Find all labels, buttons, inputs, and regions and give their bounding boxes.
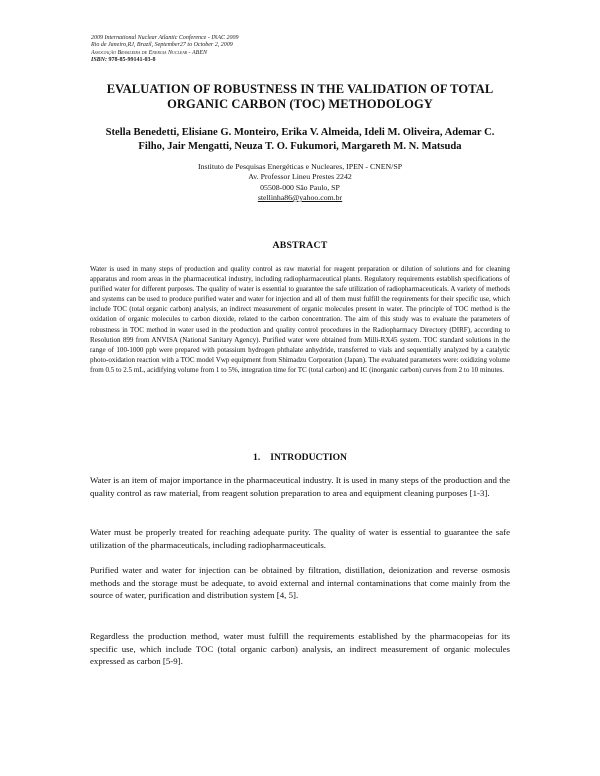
affiliation-city: 05508-000 São Paulo, SP	[260, 182, 340, 192]
title-line-2: ORGANIC CARBON (TOC) METHODOLOGY	[167, 96, 433, 111]
title-line-1: EVALUATION OF ROBUSTNESS IN THE VALIDATION OF TOTAL	[106, 82, 494, 96]
affiliation-street: Av. Professor Lineu Prestes 2242	[248, 172, 352, 182]
isbn-label: ISBN:	[91, 57, 108, 64]
affiliation-institute: Instituto de Pesquisas Energéticas e Nucleares, IPEN - CNEN/SP	[197, 162, 403, 171]
intro-paragraph-1: Water is an item of major importance in the pharmaceutical industry. It is used in many steps of the production and the quality control as raw material, from reagent solution preparation to area and equipment cleaning purposes [1-3].	[90, 475, 510, 498]
intro-paragraph-2: Water must be properly treated for reaching adequate purity. The quality of water is essential to guarantee the safe utilization of the pharmaceuticals, including radiopharmaceuticals.	[90, 527, 510, 550]
authors-line-1: Stella Benedetti, Elisiane G. Monteiro, Erika V. Almeida, Ideli M. Oliveira, Ademar C.	[105, 127, 495, 138]
intro-paragraph-3: Purified water and water for injection can be obtained by filtration, distillation, deionization and reverse osmosis methods and the storage must be adequate, to avoid external and internal contaminations that come mainly from the source of water, purification and distribution system [4, 5].	[90, 565, 510, 601]
conference-organizer: Associação Brasileira de Energia Nuclear - ABEN	[91, 49, 207, 56]
conference-location-dates: Rio de Janeiro,RJ, Brazil, September27 to October 2, 2009	[91, 42, 233, 49]
section-number: 1.	[253, 452, 261, 463]
authors-line-2: Filho, Jair Mengatti, Neuza T. O. Fukumori, Margareth M. N. Matsuda	[138, 140, 462, 152]
isbn-value: 978-85-99141-03-8	[108, 57, 156, 64]
conference-header	[91, 35, 371, 65]
affiliation-block	[150, 162, 450, 203]
intro-paragraph-4: Regardless the production method, water must fulfill the requirements established by the pharmacopeias for its specific use, which include TOC (total organic carbon) analysis, an indirect measurement of organic molecules expressed as carbon [5-9].	[90, 631, 510, 667]
abstract-heading: ABSTRACT	[272, 240, 328, 251]
section-title: INTRODUCTION	[270, 452, 347, 463]
abstract-text: Water is used in many steps of production and quality control as raw material for reagent preparation or dilution of solutions and for cleaning apparatus and room areas in the pharmaceutical industry, including radiopharmaceutical plants. Regulatory requirements establish specifications of purified water for different purposes. The quality of water is essential to guarantee the safe utilization of radiopharmaceuticals. A variety of methods and systems can be used to produce purified water and water for injection and all of them must fulfill the requirements for their specific use, which include TOC (total organic carbon) analysis, an indirect measurement of organic molecules present in water. The principle of TOC method is the oxidation of organic molecules to carbon dioxide, related to the carbon concentration. The aim of this study was to evaluate the parameters of robustness in TOC method in water used in the production and quality control procedures in the Radiopharmacy Directory (DIRF), according to Resolution 899 from ANVISA (National Sanitary Agency). Purified water were obtained from Milli-RX45 system. TOC standard solutions in the range of 100-1000 ppb were prepared with potassium hydrogen phthalate anhydride, transferred to vials and sequentially analyzed by a catalytic photo-oxidation reaction with a TOC model Vwp equipment from Shimadzu Corporation (Japan). The evaluated parameters were: oxidizing volume from 0.5 to 2.5 mL, acidifying volume from 1 to 5%, integration time for TC (total carbon) and IC (inorganic carbon) curves from 2 to 10 minutes.	[90, 265, 510, 374]
paper-title	[60, 82, 540, 111]
isbn-line	[91, 57, 371, 64]
author-email[interactable]: stellinha86@yahoo.com.br	[257, 192, 343, 202]
introduction-heading	[0, 452, 600, 463]
conference-name: 2009 International Nuclear Atlantic Conference - INAC 2009	[91, 35, 239, 41]
author-list	[60, 126, 540, 153]
